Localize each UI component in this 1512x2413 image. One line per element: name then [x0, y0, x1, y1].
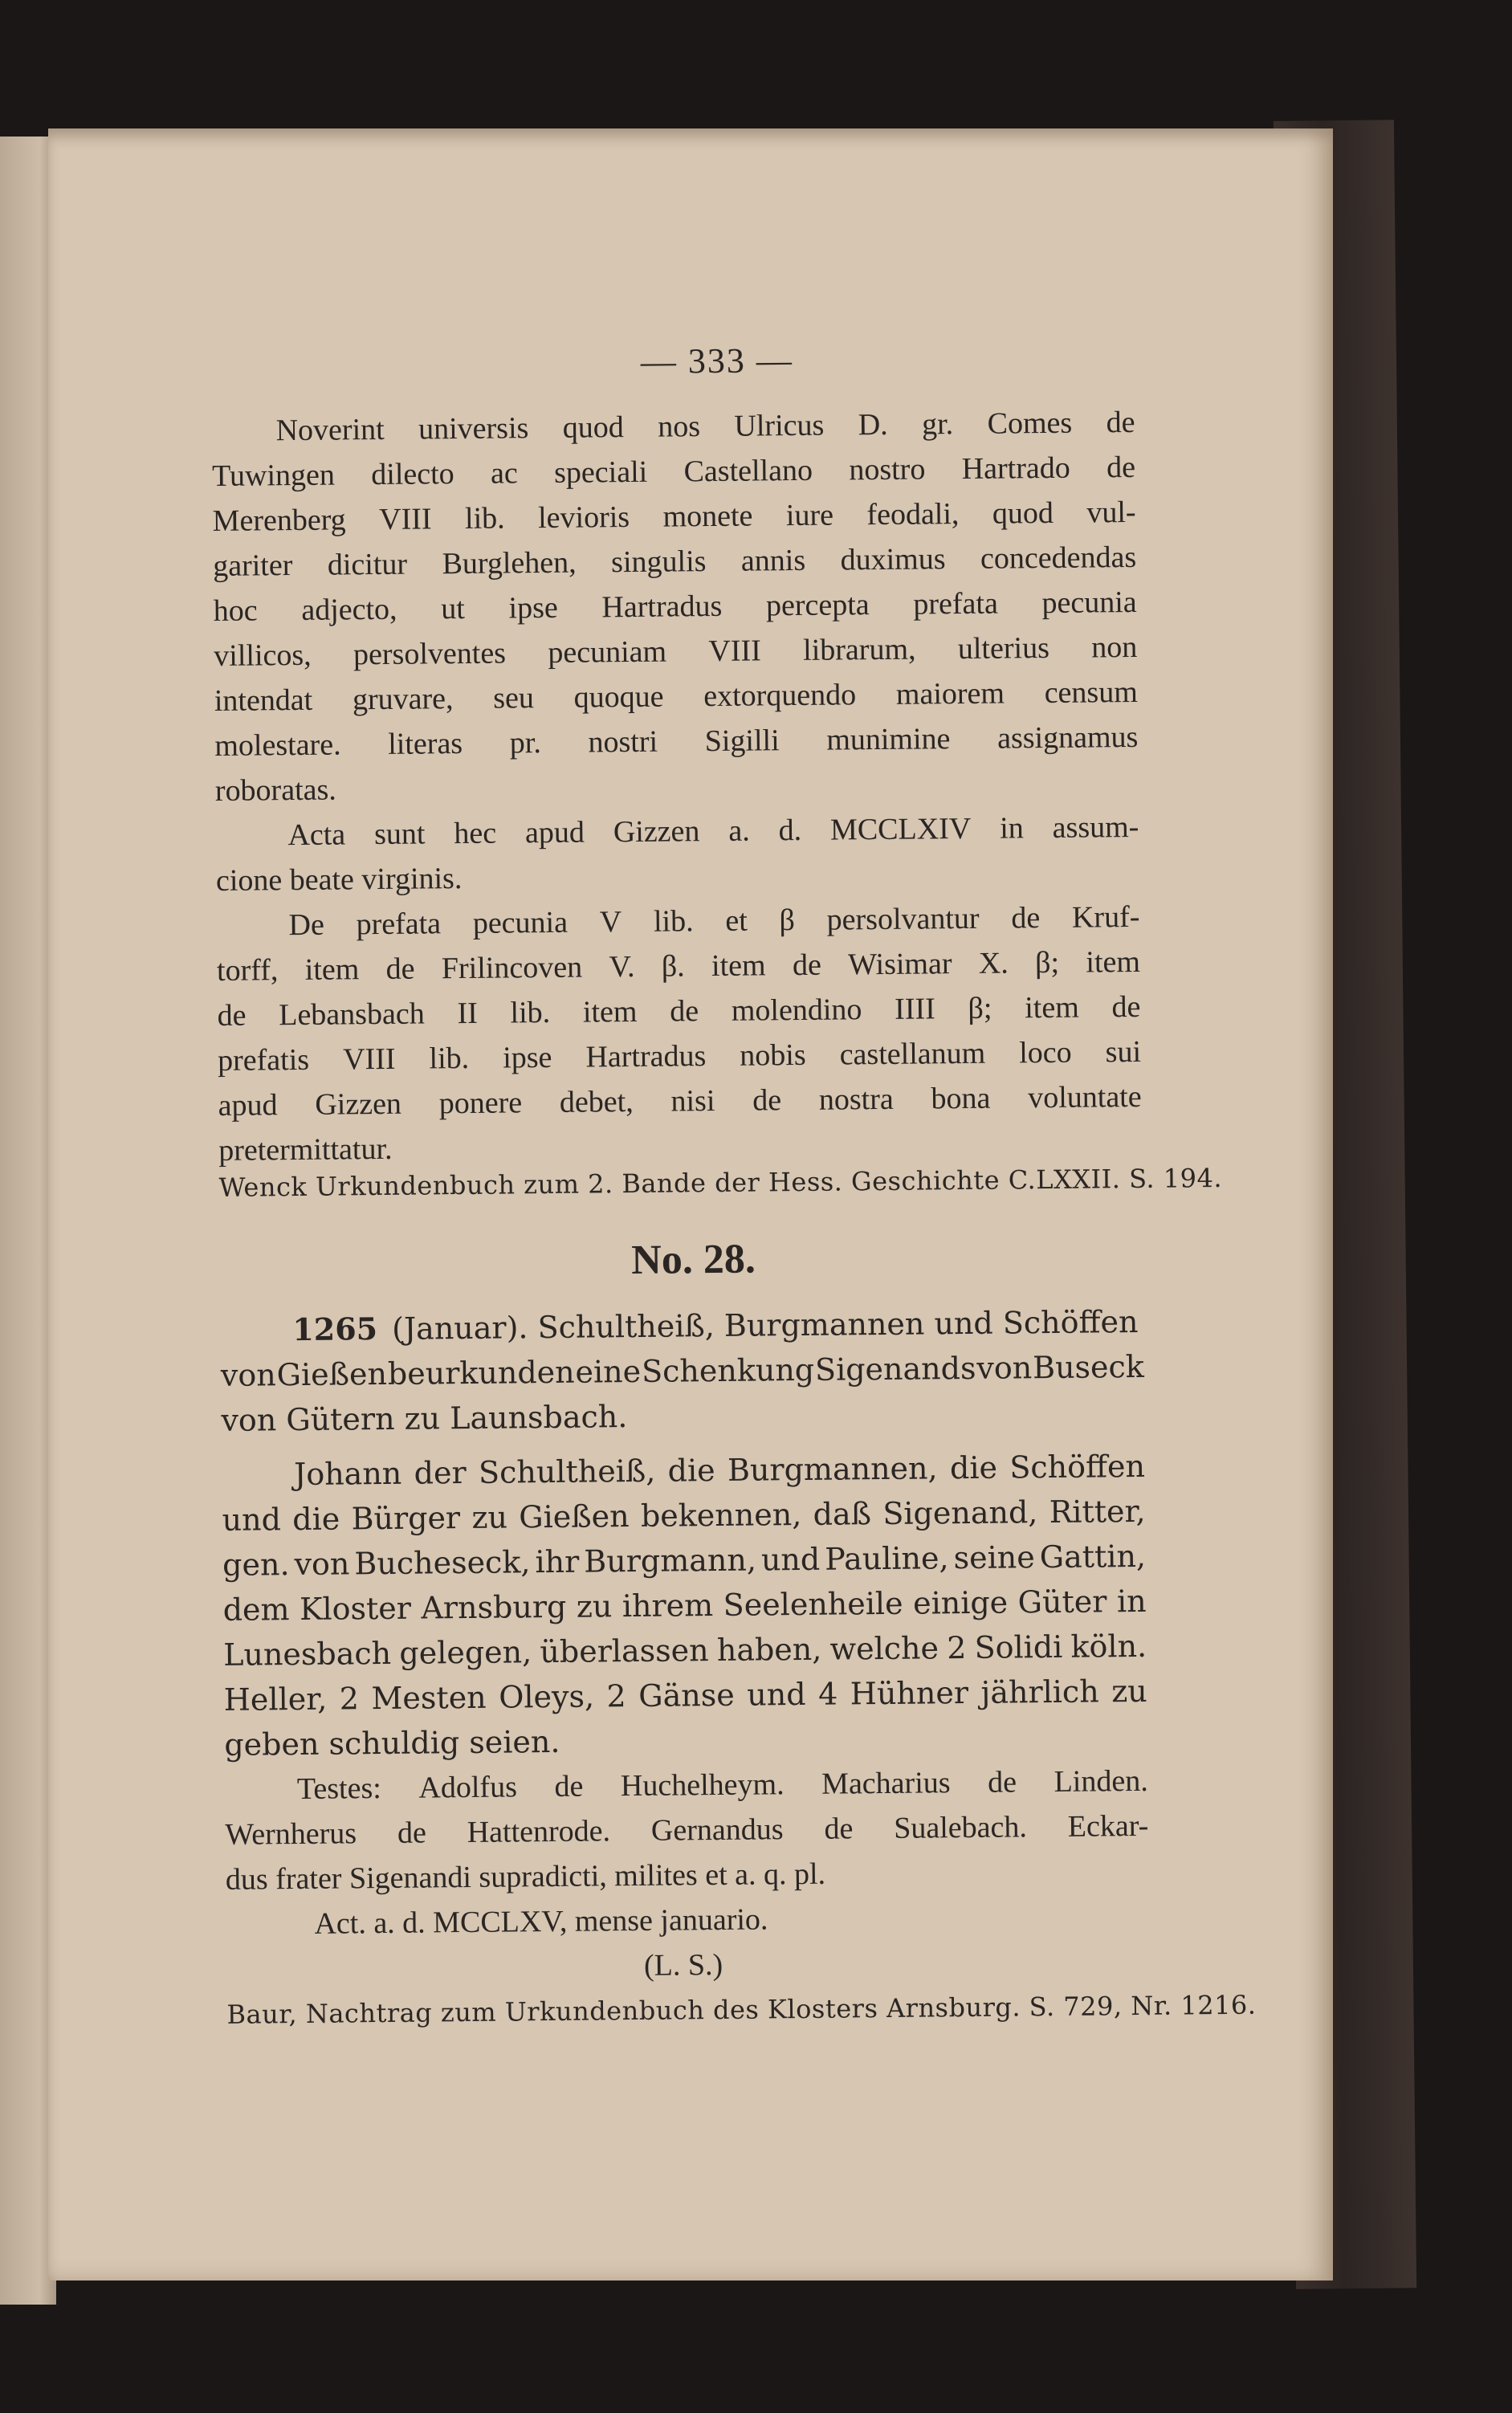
source-citation: Baur, Nachtrag zum Urkundenbuch des Klosters Arnsburg. S. 729, Nr. 1216.: [226, 1989, 1257, 2030]
charter-line: apud Gizzen ponere debet, nisi de nostra bona voluntate: [218, 1079, 1142, 1123]
book-page: [48, 128, 1333, 2281]
german-line: und die Bürger zu Gießen bekennen, daß Sigenand, Ritter,: [222, 1493, 1146, 1538]
page-text-block: [209, 120, 1257, 2030]
charter-line: torff, item de Frilincoven V. β. item de Wisimar X. β; item: [216, 944, 1141, 988]
witness-line: Wernherus de Hattenrode. Gernandus de Sualebach. Eckar-: [225, 1808, 1149, 1852]
charter-line: roboratas.: [214, 772, 337, 808]
charter-line: Merenberg VIII lib. levioris monete iure feodali, quod vul-: [212, 495, 1136, 538]
german-line: geben schuldig seien.: [224, 1723, 560, 1763]
charter-line: molestare. literas pr. nostri Sigilli munimine assignamus: [214, 719, 1139, 763]
seal-mark: (L. S.): [643, 1947, 723, 1983]
german-line: dem Kloster Arnsburg zu ihrem Seelenheile einige Güter in: [222, 1583, 1147, 1628]
charter-line: Tuwingen dilecto ac speciali Castellano nostro Hartrado de: [211, 450, 1136, 493]
charter-line: pretermittatur.: [218, 1131, 393, 1168]
witness-line: Testes: Adolfus de Huchelheym. Macharius de Linden.: [296, 1763, 1148, 1807]
heading-year: 1265: [292, 1310, 378, 1348]
charter-line: hoc adjecto, ut ipse Hartradus percepta prefata pecunia: [213, 585, 1137, 628]
witness-line: dus frater Sigenandi supradicti, milites et a. q. pl.: [225, 1857, 826, 1897]
charter-line: villicos, persolventes pecuniam VIII librarum, ulterius non: [214, 630, 1138, 673]
charter-line: intendat gruvare, seu quoque extorquendo maiorem censum: [214, 675, 1138, 718]
act-date-line: Act. a. d. MCCLXV, mense januario.: [314, 1902, 768, 1941]
charter-line: cione beate virginis.: [215, 862, 463, 898]
german-line: Lunesbach gelegen, überlassen haben, welche 2 Solidi köln.: [223, 1628, 1147, 1673]
charter-line: Acta sunt hec apud Gizzen a. d. MCCLXIV in assum-: [287, 809, 1139, 853]
charter-line: De prefata pecunia V lib. et β persolvantur de Kruf-: [288, 899, 1140, 943]
charter-line: gariter dicitur Burglehen, singulis annis duximus concedendas: [213, 540, 1137, 583]
page-number: — 333 —: [640, 340, 794, 381]
heading-text: (Januar). Schultheiß, Burgmannen und Schöffen: [391, 1303, 1139, 1347]
source-citation: Wenck Urkundenbuch zum 2. Bande der Hess. Geschichte C.LXXII. S. 194.: [218, 1162, 1223, 1203]
charter-line: Noverint universis quod nos Ulricus D. gr. Comes de: [275, 405, 1135, 448]
heading-line: von Gießen beurkunden eine Schenkung Sigenands von Buseck: [220, 1348, 1145, 1393]
heading-line: [220, 1300, 1143, 1352]
german-line: Heller, 2 Mesten Oleys, 2 Gänse und 4 Hühner jährlich zu: [223, 1673, 1147, 1718]
german-line: gen. von Bucheseck, ihr Burgmann, und Pauline, seine Gattin,: [222, 1538, 1147, 1583]
document-number: No. 28.: [630, 1236, 756, 1284]
heading-line: von Gütern zu Launsbach.: [221, 1399, 628, 1438]
charter-line: prefatis VIII lib. ipse Hartradus nobis castellanum loco sui: [217, 1034, 1142, 1078]
german-line: Johann der Schultheiß, die Burgmannen, die Schöffen: [293, 1448, 1146, 1493]
charter-line: de Lebansbach II lib. item de molendino IIII β; item de: [217, 989, 1141, 1033]
